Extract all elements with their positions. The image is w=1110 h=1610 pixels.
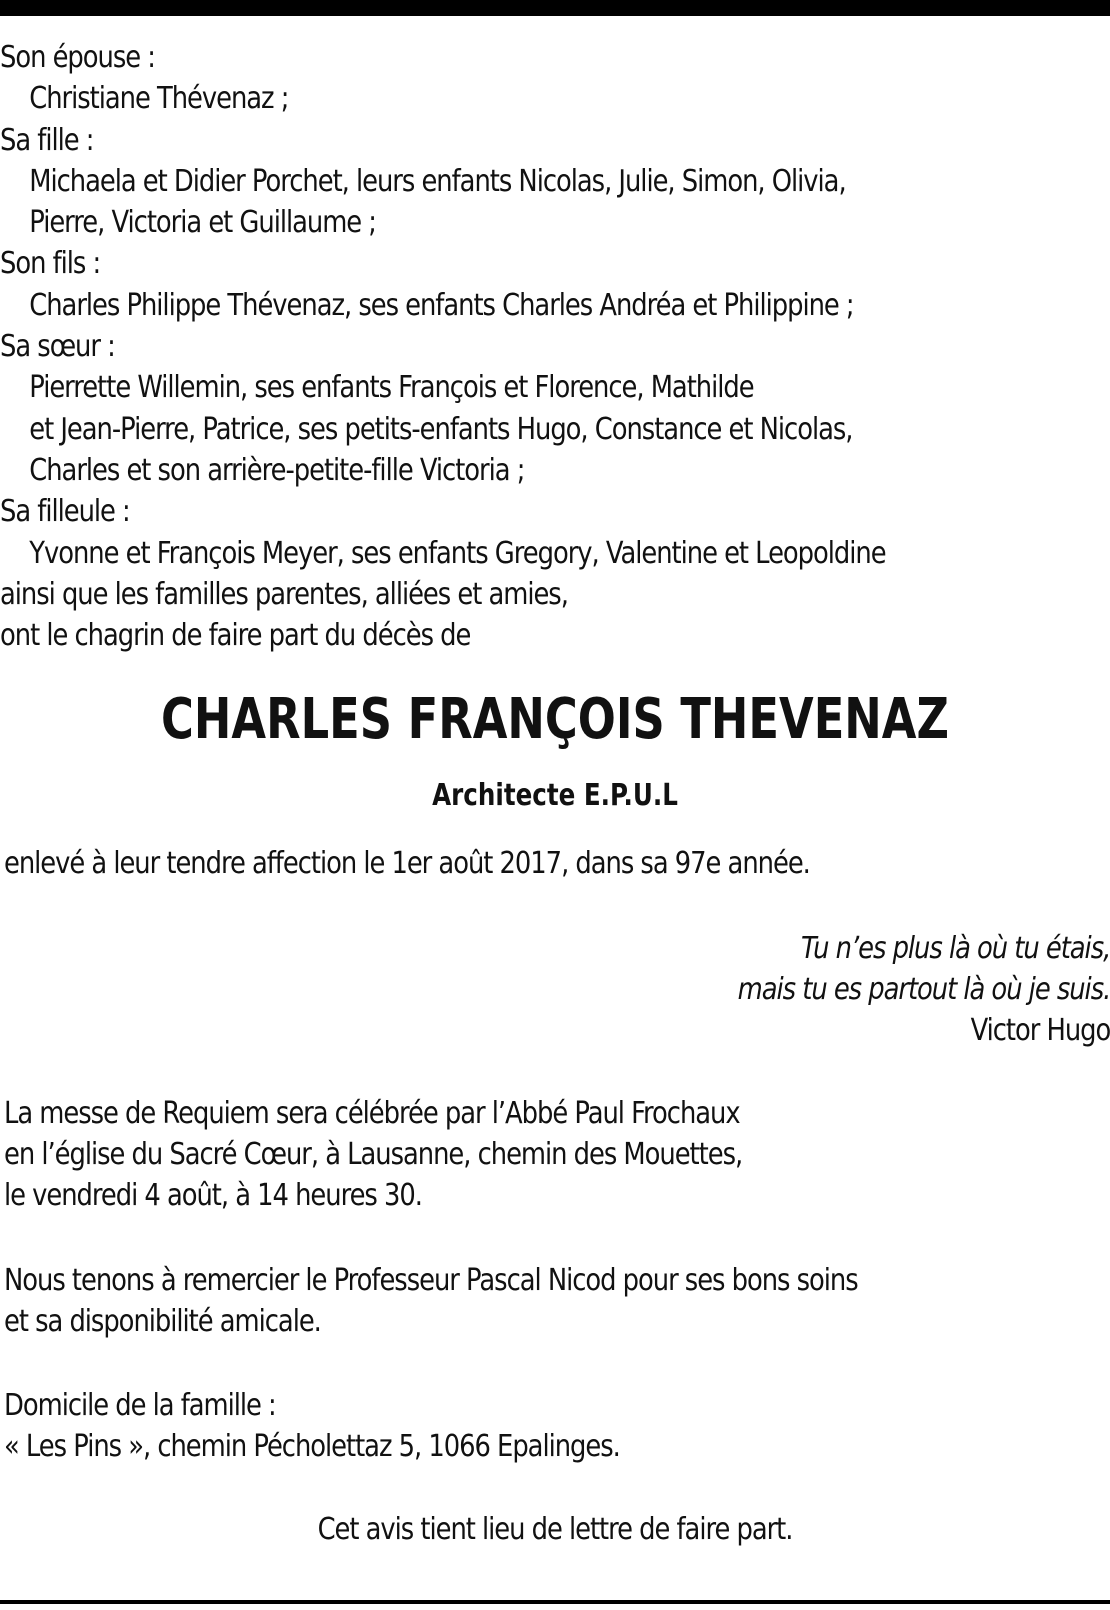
family-list [0,37,1101,656]
family-name: Charles et son arrière-petite-fille Victoria ; [29,452,525,488]
footer-note: Cet avis tient lieu de lettre de faire part. [317,1512,793,1547]
family-name: Pierrette Willemin, ses enfants François et Florence, Mathilde [29,370,754,406]
mass-line: le vendredi 4 août, à 14 heures 30. [4,1178,422,1213]
family-name: Michaela et Didier Porchet, leurs enfants Nicolas, Julie, Simon, Olivia, [29,163,846,199]
family-label: Sa fille : [0,122,94,158]
quote-author: Victor Hugo [970,1013,1110,1048]
deceased-profession: Architecte E.P.U.L [432,778,678,813]
family-name: Yvonne et François Meyer, ses enfants Gregory, Valentine et Leopoldine [29,535,886,571]
death-announcement: enlevé à leur tendre affection le 1er août 2017, dans sa 97e année. [4,846,810,881]
thanks-line: et sa disponibilité amicale. [4,1304,321,1339]
bottom-rule [0,1600,1110,1604]
family-label: Son épouse : [0,40,155,75]
closing-line: ont le chagrin de faire part du décès de [0,618,471,654]
address-line: « Les Pins », chemin Pécholettaz 5, 1066 Epalinges. [4,1429,620,1464]
family-name: Pierre, Victoria et Guillaume ; [29,205,376,241]
family-name: Christiane Thévenaz ; [29,81,289,117]
mass-line: La messe de Requiem sera célébrée par l’Abbé Paul Frochaux [4,1096,740,1131]
deceased-name: CHARLES FRANÇOIS THEVENAZ [161,687,949,752]
quote-line: mais tu es partout là où je suis. [737,972,1110,1007]
mass-paragraph [4,1093,742,1216]
quote-line: Tu n’es plus là où tu étais, [800,931,1110,966]
family-label: Sa sœur : [0,329,115,365]
closing-line: ainsi que les familles parentes, alliées et amies, [0,576,568,612]
address-label: Domicile de la famille : [4,1388,276,1423]
mass-line: en l’église du Sacré Cœur, à Lausanne, chemin des Mouettes, [4,1137,743,1172]
quote-block [737,928,1110,1051]
family-label: Son fils : [0,246,101,282]
family-name: et Jean-Pierre, Patrice, ses petits-enfants Hugo, Constance et Nicolas, [29,411,853,447]
family-name: Charles Philippe Thévenaz, ses enfants Charles Andréa et Philippine ; [29,287,854,323]
thanks-line: Nous tenons à remercier le Professeur Pascal Nicod pour ses bons soins [4,1263,858,1298]
family-label: Sa filleule : [0,494,130,530]
thanks-paragraph [4,1260,858,1342]
top-rule [0,0,1110,16]
family-address [4,1385,620,1467]
